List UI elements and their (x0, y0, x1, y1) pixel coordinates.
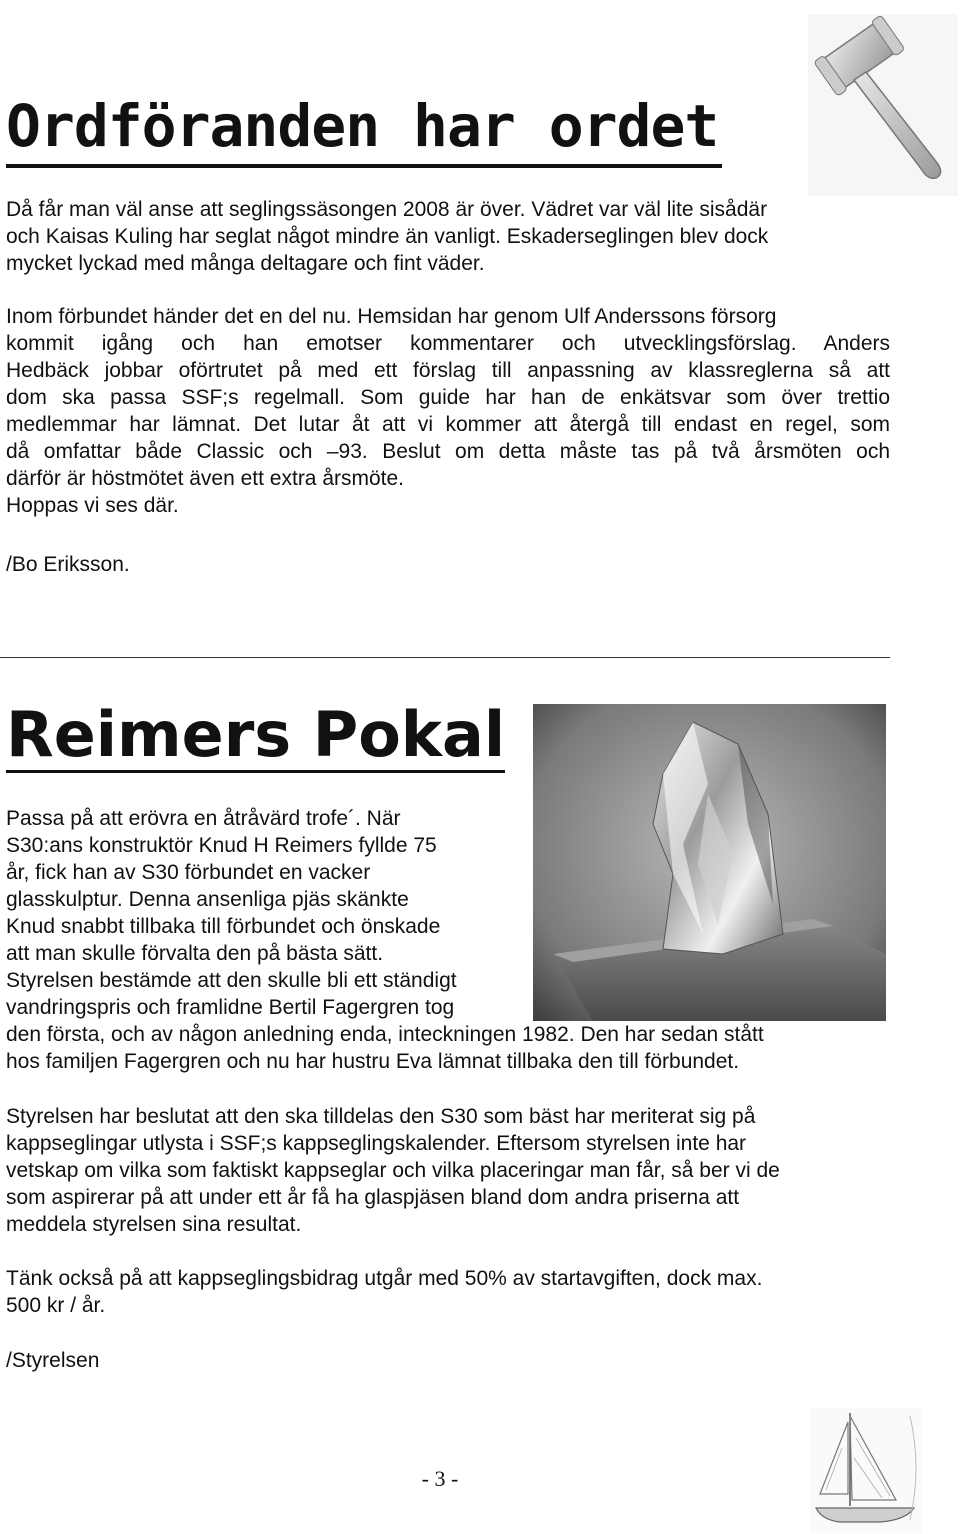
text-line: kappseglingar utlysta i SSF;s kappseglingskalender. Eftersom styrelsen inte har (6, 1132, 747, 1155)
signature-bo-eriksson: /Bo Eriksson. (6, 553, 130, 576)
text-line: Hedbäck jobbar oförtrutet på med ett förslag till anpassning av klassreglerna så att (6, 359, 890, 382)
paragraph-race-contribution (6, 1265, 886, 1319)
paragraph-award-rules (6, 1103, 886, 1238)
text-line: Passa på att erövra en åtråvärd trofe´. När (6, 807, 401, 830)
text-line: Styrelsen har beslutat att den ska tilldelas den S30 som bäst har meriterat sig på (6, 1105, 756, 1128)
paragraph-reimers (6, 805, 886, 1075)
text-line: medlemmar har lämnat. Det lutar åt att vi kommer att återgå till endast en regel, som (6, 413, 890, 436)
text-line: Tänk också på att kappseglingsbidrag utgår med 50% av startavgiften, dock max. (6, 1267, 763, 1290)
text-line: Hoppas vi ses där. (6, 494, 179, 517)
gavel-illustration (808, 14, 958, 196)
text-line: därför är höstmötet även ett extra årsmöte. (6, 467, 405, 490)
text-line: den första, och av någon anledning enda, inteckningen 1982. Den har sedan stått (6, 1023, 764, 1046)
text-line: vetskap om vilka som faktiskt kappseglar och vilka placeringar man får, så ber vi de (6, 1159, 780, 1182)
text-line: och Kaisas Kuling har seglat något mindre än vanligt. Eskaderseglingen blev dock (6, 225, 769, 248)
sailboat-logo (810, 1408, 922, 1533)
section-divider (0, 657, 890, 658)
signature-styrelsen: /Styrelsen (6, 1349, 100, 1372)
text-line: S30:ans konstruktör Knud H Reimers fyllde 75 (6, 834, 437, 857)
text-line: som aspirerar på att under ett år få ha glaspjäsen bland dom andra priserna att (6, 1186, 740, 1209)
text-line: att man skulle förvalta den på bästa sätt. (6, 942, 384, 965)
text-line: då omfattar både Classic och –93. Beslut om detta måste tas på två årsmöten och (6, 440, 890, 463)
text-line: glasskulptur. Denna ansenliga pjäs skänkte (6, 888, 409, 911)
text-line: Styrelsen bestämde att den skulle bli ett ständigt (6, 969, 457, 992)
text-line: Knud snabbt tillbaka till förbundet och önskade (6, 915, 441, 938)
text-line: dom ska passa SSF;s regelmall. Som guide har han de enkätsvar som över trettio (6, 386, 890, 409)
text-line: 500 kr / år. (6, 1294, 106, 1317)
text-line: vandringspris och framlidne Bertil Fagergren tog (6, 996, 455, 1019)
text-line: år, fick han av S30 förbundet en vacker (6, 861, 371, 884)
paragraph-federation (6, 303, 890, 519)
text-line: hos familjen Fagergren och nu har hustru Eva lämnat tillbaka den till förbundet. (6, 1050, 740, 1073)
heading-ordforanden: Ordföranden har ordet (6, 88, 722, 168)
text-line: meddela styrelsen sina resultat. (6, 1213, 302, 1236)
paragraph-season (6, 196, 890, 277)
text-line: Då får man väl anse att seglingssäsongen 2008 är över. Vädret var väl lite sisådär (6, 198, 768, 221)
text-line: kommit igång och han emotser kommentarer och utvecklingsförslag. Anders (6, 332, 890, 355)
heading-reimers-pokal: Reimers Pokal (6, 698, 506, 771)
page-number: - 3 - (421, 1466, 459, 1491)
text-line: mycket lyckad med många deltagare och fint väder. (6, 252, 485, 275)
text-line: Inom förbundet händer det en del nu. Hemsidan har genom Ulf Anderssons försorg (6, 305, 777, 328)
